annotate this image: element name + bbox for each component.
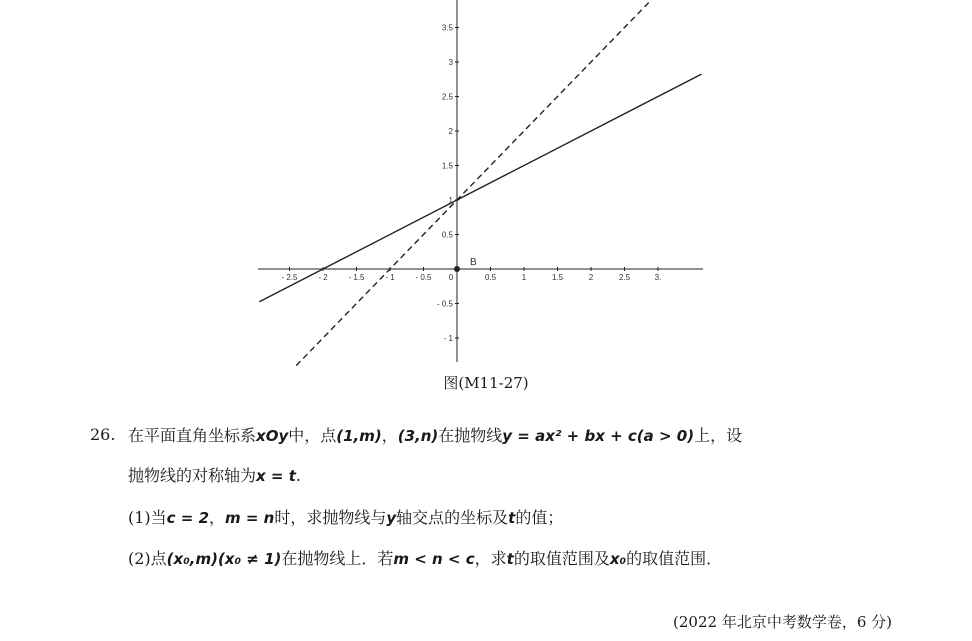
text: 时，求抛物线与 <box>274 508 387 527</box>
math-coord-system: xOy <box>256 427 289 445</box>
y-tick-label: 0.5 <box>441 230 453 240</box>
math-t: t <box>506 550 514 568</box>
y-tick-label: 2 <box>448 127 453 136</box>
text: 在平面直角坐标系 <box>128 426 257 445</box>
question-part-2 <box>128 548 722 570</box>
math-point-1: (1,m) <box>336 427 382 445</box>
text: (1)当 <box>128 508 167 527</box>
math-point-x0: (x₀,m)(x₀ ≠ 1) <box>166 550 282 568</box>
text: 在抛物线上．若 <box>281 549 394 568</box>
question-number: 26. <box>90 425 116 444</box>
x-tick-label: - 0.5 <box>415 273 432 282</box>
question-line-1 <box>128 425 742 447</box>
text: 在抛物线 <box>438 426 503 445</box>
y-tick-label: 2.5 <box>441 92 453 102</box>
text: . <box>295 466 301 485</box>
text: 的值； <box>515 508 564 527</box>
text: 的取值范围及 <box>513 549 610 568</box>
text: (2)点 <box>128 549 167 568</box>
math-c: c = 2 <box>166 509 210 527</box>
math-x0: x₀ <box>609 550 627 568</box>
x-tick-label: 3. <box>654 273 662 282</box>
y-tick-label: - 1 <box>443 334 453 343</box>
x-tick-label: 1.5 <box>551 273 564 282</box>
x-tick-label: - 1.5 <box>348 273 365 282</box>
dashed-line <box>296 0 661 366</box>
math-y: y <box>386 509 397 527</box>
math-axis: x = t <box>256 467 296 485</box>
text: ， <box>209 508 226 527</box>
y-tick-label: 1 <box>448 196 453 205</box>
text: ， <box>381 426 398 445</box>
text: 的取值范围． <box>626 549 723 568</box>
x-tick-label: - 1 <box>385 273 395 282</box>
y-tick-label: 3 <box>448 58 453 67</box>
y-tick-label: 1.5 <box>441 161 453 171</box>
source-citation: (2022 年北京中考数学卷，6 分) <box>673 613 892 631</box>
y-tick-label: 3.5 <box>441 23 453 33</box>
x-tick-label: 0.5 <box>484 273 497 282</box>
text: ，求 <box>474 549 507 568</box>
math-inequality: m < n < c <box>393 550 475 568</box>
x-tick-label: 1 <box>521 273 527 282</box>
question-line-2 <box>128 465 301 487</box>
solid-line <box>259 74 701 302</box>
point-b-label: B <box>470 257 477 268</box>
x-tick-label: 0 <box>448 273 454 282</box>
text: 中，点 <box>288 426 337 445</box>
x-tick-label: - 2.5 <box>281 273 298 282</box>
x-tick-label: 2 <box>588 273 594 282</box>
math-mn: m = n <box>225 509 275 527</box>
x-tick-label: - 2 <box>318 273 328 282</box>
x-tick-label: 2.5 <box>618 273 631 282</box>
math-t: t <box>508 509 516 527</box>
text: 轴交点的坐标及 <box>396 508 509 527</box>
math-parabola: y = ax² + bx + c(a > 0) <box>502 427 695 445</box>
point-b <box>454 266 460 272</box>
y-axis-ticks <box>437 24 459 344</box>
math-point-2: (3,n) <box>397 427 439 445</box>
y-tick-label: - 0.5 <box>436 299 453 309</box>
text: 抛物线的对称轴为 <box>128 466 257 485</box>
text: 上，设 <box>694 426 743 445</box>
figure-caption: 图(M11-27) <box>443 374 529 392</box>
question-part-1 <box>128 507 563 529</box>
